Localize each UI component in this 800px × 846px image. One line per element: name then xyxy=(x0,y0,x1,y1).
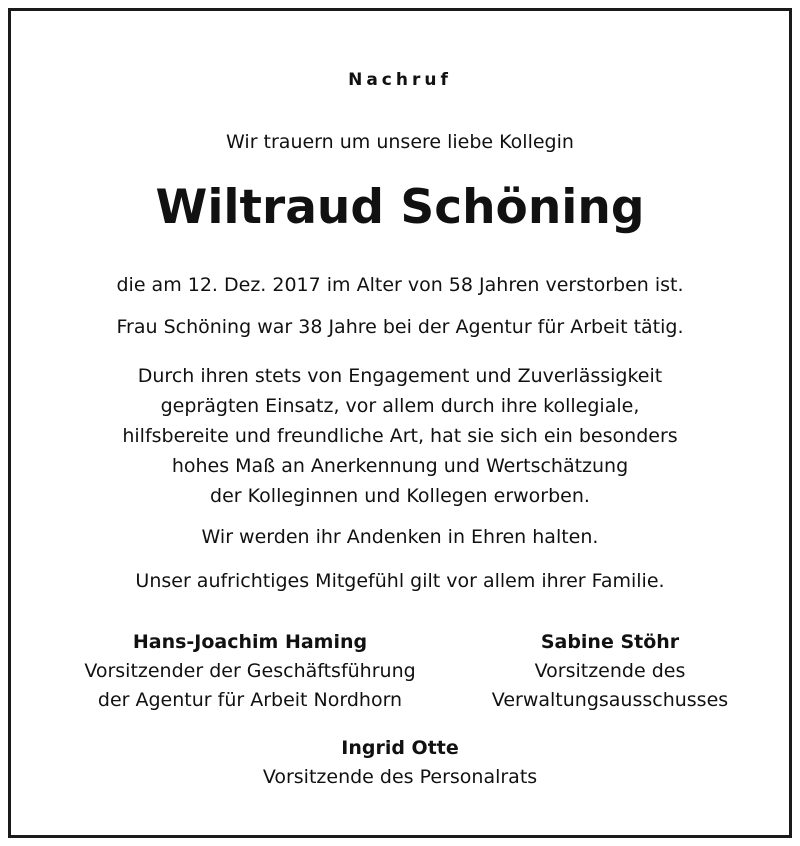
notice-heading: Nachruf xyxy=(348,70,452,90)
signatory-role: Verwaltungsausschusses xyxy=(491,689,729,711)
deceased-name: Wiltraud Schöning xyxy=(155,180,645,235)
signatory-role: der Agentur für Arbeit Nordhorn xyxy=(97,689,403,711)
signatory-name: Hans-Joachim Haming xyxy=(132,631,368,653)
tribute-line: hilfsbereite und freundliche Art, hat sie sich ein besonders xyxy=(122,425,678,447)
remembrance-line: Wir werden ihr Andenken in Ehren halten. xyxy=(201,526,599,548)
tribute-line: hohes Maß an Anerkennung und Wertschätzung xyxy=(171,455,629,477)
death-date-line: die am 12. Dez. 2017 im Alter von 58 Jahren verstorben ist. xyxy=(116,274,684,296)
signatory-role: Vorsitzender der Geschäftsführung xyxy=(84,660,416,682)
signatory-role: Vorsitzende des Personalrats xyxy=(262,766,538,788)
condolence-line: Unser aufrichtiges Mitgefühl gilt vor allem ihrer Familie. xyxy=(135,570,665,592)
signatory-stoehr xyxy=(460,628,760,715)
tribute-line: Durch ihren stets von Engagement und Zuverlässigkeit xyxy=(137,365,663,387)
intro-text: Wir trauern um unsere liebe Kollegin xyxy=(226,131,574,153)
tribute-line: geprägten Einsatz, vor allem durch ihre kollegiale, xyxy=(160,395,640,417)
signatory-name: Sabine Stöhr xyxy=(540,631,680,653)
signatory-name: Ingrid Otte xyxy=(341,737,459,759)
tribute-line: der Kolleginnen und Kollegen erworben. xyxy=(210,485,590,507)
signatory-haming xyxy=(40,628,460,715)
signatory-role: Vorsitzende des xyxy=(534,660,686,682)
service-years-line: Frau Schöning war 38 Jahre bei der Agentur für Arbeit tätig. xyxy=(116,316,684,338)
signatory-otte xyxy=(200,734,600,792)
tribute-paragraph xyxy=(0,361,800,511)
